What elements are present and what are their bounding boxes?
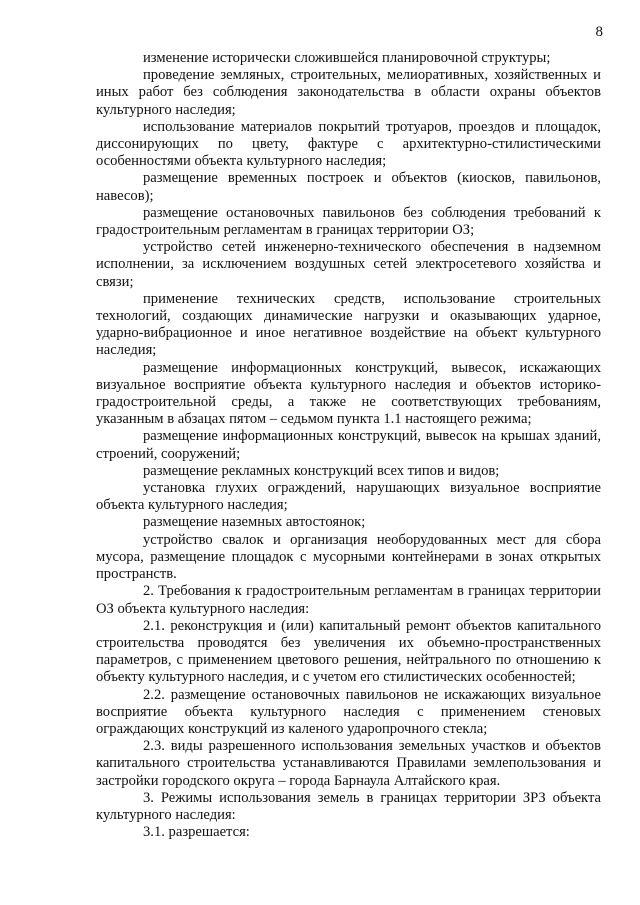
- clause-2-2: 2.2. размещение остановочных павильонов не искажающих визуальное восприятие объекта культурного наследия с применением стеновых ограждающих конструкций из каленого ударопрочного стекла;: [96, 686, 601, 737]
- clause-2-3: 2.3. виды разрешенного использования земельных участков и объектов капитального строительства устанавливаются Правилами землепользования и застройки городского округа – города Барнаула Алтайского края.: [96, 738, 601, 789]
- paragraph-11: установка глухих ограждений, нарушающих визуальное восприятие объекта культурного наследия;: [96, 480, 601, 514]
- clause-2-1: 2.1. реконструкция и (или) капитальный ремонт объектов капитального строительства проводятся без увеличения их объемно-пространственных параметров, с применением цветового решения, нейтрального по отношению к объекту культурного наследия, и с учетом его стилистических особенностей;: [96, 617, 601, 686]
- paragraph-4: размещение временных построек и объектов (киосков, павильонов, навесов);: [96, 170, 601, 204]
- section-3-heading: 3. Режимы использования земель в границах территории ЗРЗ объекта культурного наследия:: [96, 789, 601, 823]
- paragraph-6: устройство сетей инженерно-технического обеспечения в надземном исполнении, за исключением воздушных сетей электросетевого хозяйства и связи;: [96, 239, 601, 290]
- paragraph-2: проведение земляных, строительных, мелиоративных, хозяйственных и иных работ без соблюдения законодательства в области охраны объектов культурного наследия;: [96, 67, 601, 118]
- document-body: [96, 50, 601, 841]
- paragraph-1: изменение исторически сложившейся планировочной структуры;: [143, 50, 551, 66]
- paragraph-13: устройство свалок и организация необорудованных мест для сбора мусора, размещение площадок с мусорными контейнерами в зонах открытых пространств.: [96, 531, 601, 583]
- paragraph-5: размещение остановочных павильонов без соблюдения требований к градостроительным регламентам в границах территории ОЗ;: [96, 204, 601, 239]
- paragraph-3: использование материалов покрытий тротуаров, проездов и площадок, диссонирующих по цвету, фактуре с архитектурно-стилистическими особенностями объекта культурного наследия;: [96, 118, 601, 170]
- paragraph-10: размещение рекламных конструкций всех типов и видов;: [143, 462, 500, 479]
- paragraph-12: размещение наземных автостоянок;: [143, 514, 366, 531]
- paragraph-9: размещение информационных конструкций, вывесок на крышах зданий, строений, сооружений;: [96, 428, 601, 462]
- paragraph-8: размещение информационных конструкций, вывесок, искажающих визуальное восприятие объекта культурного наследия и объектов историко-градостроительной среды, а также не соответствующих требованиям, указанным в абзацах пятом – седьмом пункта 1.1 настоящего режима;: [96, 359, 601, 428]
- clause-3-1: 3.1. разрешается:: [143, 824, 250, 841]
- section-2-heading: 2. Требования к градостроительным регламентам в границах территории ОЗ объекта культурного наследия:: [96, 583, 601, 617]
- paragraph-7: применение технических средств, использование строительных технологий, создающих динамические нагрузки и оказывающих ударное, ударно-вибрационное и иное негативное воздействие на объект культурного наследия;: [96, 290, 601, 359]
- page-number: 8: [595, 24, 603, 40]
